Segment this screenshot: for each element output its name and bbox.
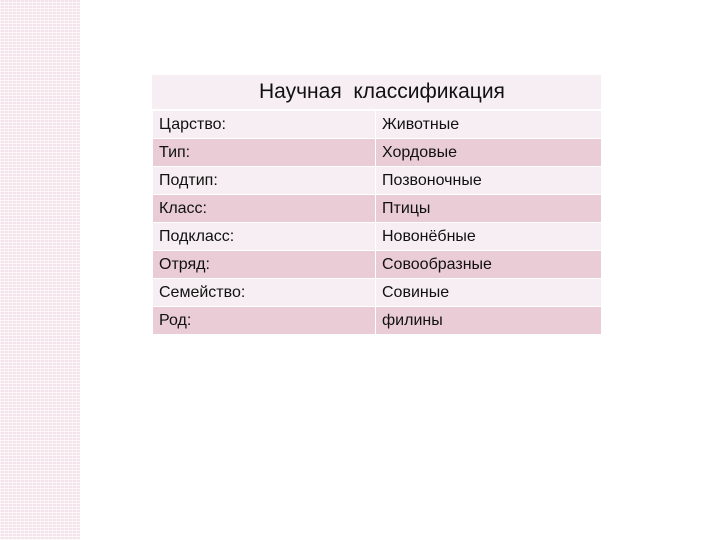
rank-label: Подкласс: — [153, 223, 376, 251]
rank-label: Тип: — [153, 139, 376, 167]
rank-value: Птицы — [376, 195, 602, 223]
table-row — [153, 111, 602, 139]
table-row — [153, 195, 602, 223]
table-row — [153, 251, 602, 279]
table-title-row — [152, 75, 601, 110]
table-title: Научная классификация — [259, 80, 505, 103]
rank-label: Семейство: — [153, 279, 376, 307]
rank-value: Животные — [376, 111, 602, 139]
decorative-side-stripe — [0, 0, 80, 540]
table-row — [153, 307, 602, 335]
table-row — [153, 223, 602, 251]
rank-value: Новонёбные — [376, 223, 602, 251]
classification-grid — [152, 110, 602, 335]
table-row — [153, 139, 602, 167]
rank-label: Род: — [153, 307, 376, 335]
rank-label: Царство: — [153, 111, 376, 139]
rank-value: филины — [376, 307, 602, 335]
table-row — [153, 167, 602, 195]
rank-value: Совиные — [376, 279, 602, 307]
rank-value: Позвоночные — [376, 167, 602, 195]
rank-label: Класс: — [153, 195, 376, 223]
rank-label: Отряд: — [153, 251, 376, 279]
rank-value: Хордовые — [376, 139, 602, 167]
rank-value: Совообразные — [376, 251, 602, 279]
classification-table — [152, 75, 601, 335]
rank-label: Подтип: — [153, 167, 376, 195]
table-row — [153, 279, 602, 307]
